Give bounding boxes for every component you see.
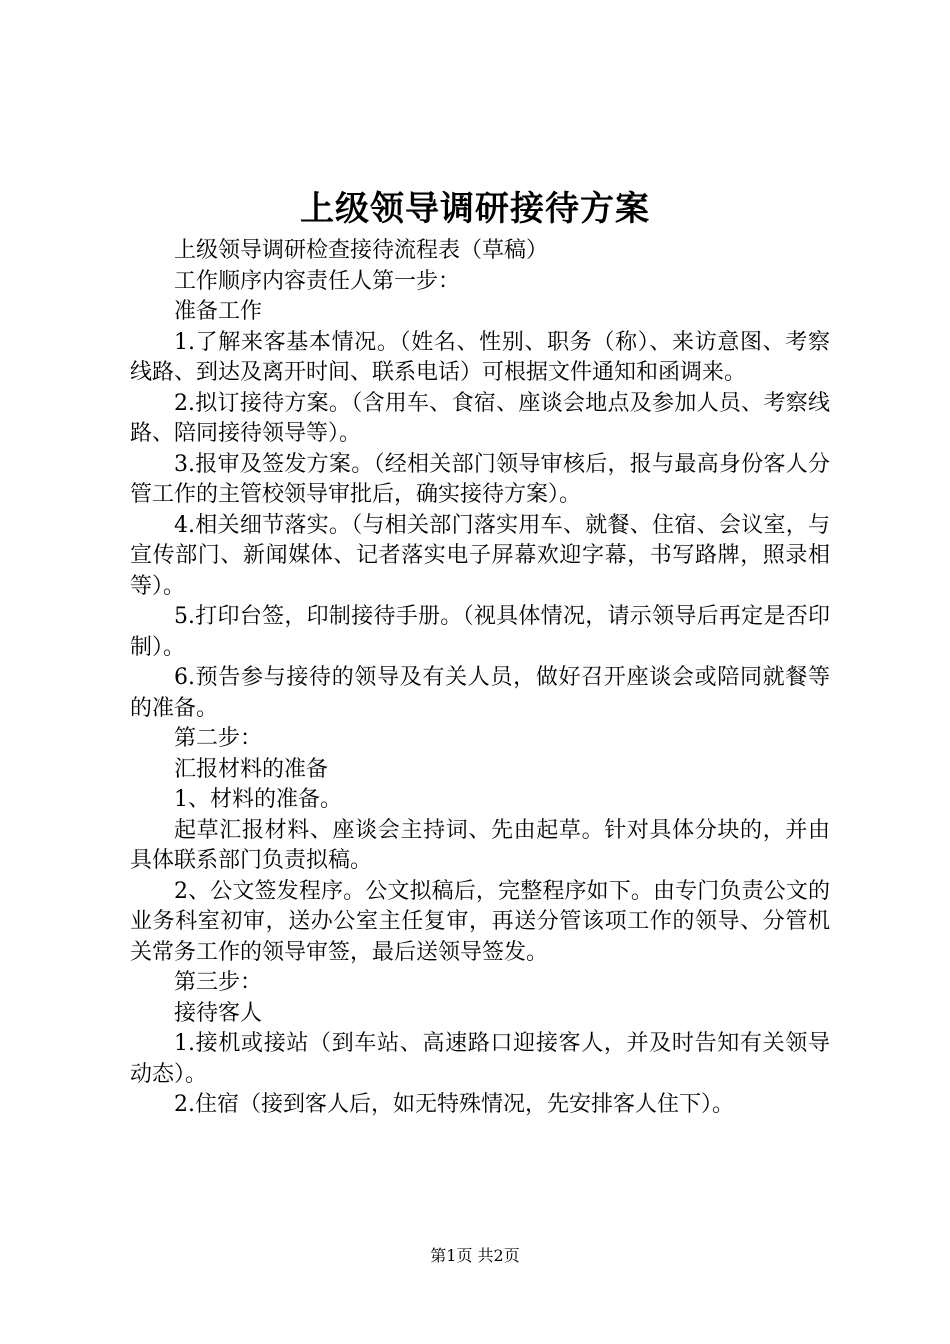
paragraph: 1、材料的准备。 (174, 787, 342, 812)
document-body (130, 236, 830, 1121)
paragraph: 起草汇报材料、座谈会主持词、先由起草。针对具体分块的，并由具体联系部门负责拟稿。 (130, 817, 830, 873)
paragraph: 5.打印台签，印制接待手册。（视具体情况，请示领导后再定是否印制）。 (130, 604, 830, 660)
paragraph: 接待客人 (174, 1000, 263, 1026)
paragraph: 汇报材料的准备 (174, 756, 329, 782)
document-title: 上级领导调研接待方案 (300, 189, 650, 229)
paragraph: 2.拟订接待方案。（含用车、食宿、座谈会地点及参加人员、考察线路、陪同接待领导等）。 (130, 390, 830, 446)
paragraph: 第二步： (174, 726, 263, 751)
paragraph: 1.了解来客基本情况。（姓名、性别、职务（称）、来访意图、考察线路、到达及离开时间、联系电话）可根据文件通知和函调来。 (130, 329, 830, 385)
paragraph: 上级领导调研检查接待流程表（草稿） (174, 238, 549, 263)
paragraph: 3.报审及签发方案。（经相关部门领导审核后，报与最高身份客人分管工作的主管校领导审批后，确实接待方案）。 (130, 451, 830, 507)
paragraph: 2、公文签发程序。公文拟稿后，完整程序如下。由专门负责公文的业务科室初审，送办公室主任复审，再送分管该项工作的领导、分管机关常务工作的领导审签，最后送领导签发。 (130, 878, 830, 965)
paragraph: 1.接机或接站（到车站、高速路口迎接客人，并及时告知有关领导动态）。 (130, 1031, 830, 1087)
paragraph: 6.预告参与接待的领导及有关人员，做好召开座谈会或陪同就餐等的准备。 (130, 665, 830, 721)
paragraph: 第三步： (174, 970, 263, 995)
paragraph: 准备工作 (174, 299, 263, 324)
paragraph: 工作顺序内容责任人第一步： (174, 268, 461, 294)
paragraph: 2.住宿（接到客人后，如无特殊情况，先安排客人住下）。 (174, 1092, 734, 1117)
page-number-footer: 第1页 共2页 (430, 1246, 520, 1265)
paragraph: 4.相关细节落实。（与相关部门落实用车、就餐、住宿、会议室，与宣传部门、新闻媒体、记者落实电子屏幕欢迎字幕，书写路牌，照录相等）。 (130, 512, 830, 599)
